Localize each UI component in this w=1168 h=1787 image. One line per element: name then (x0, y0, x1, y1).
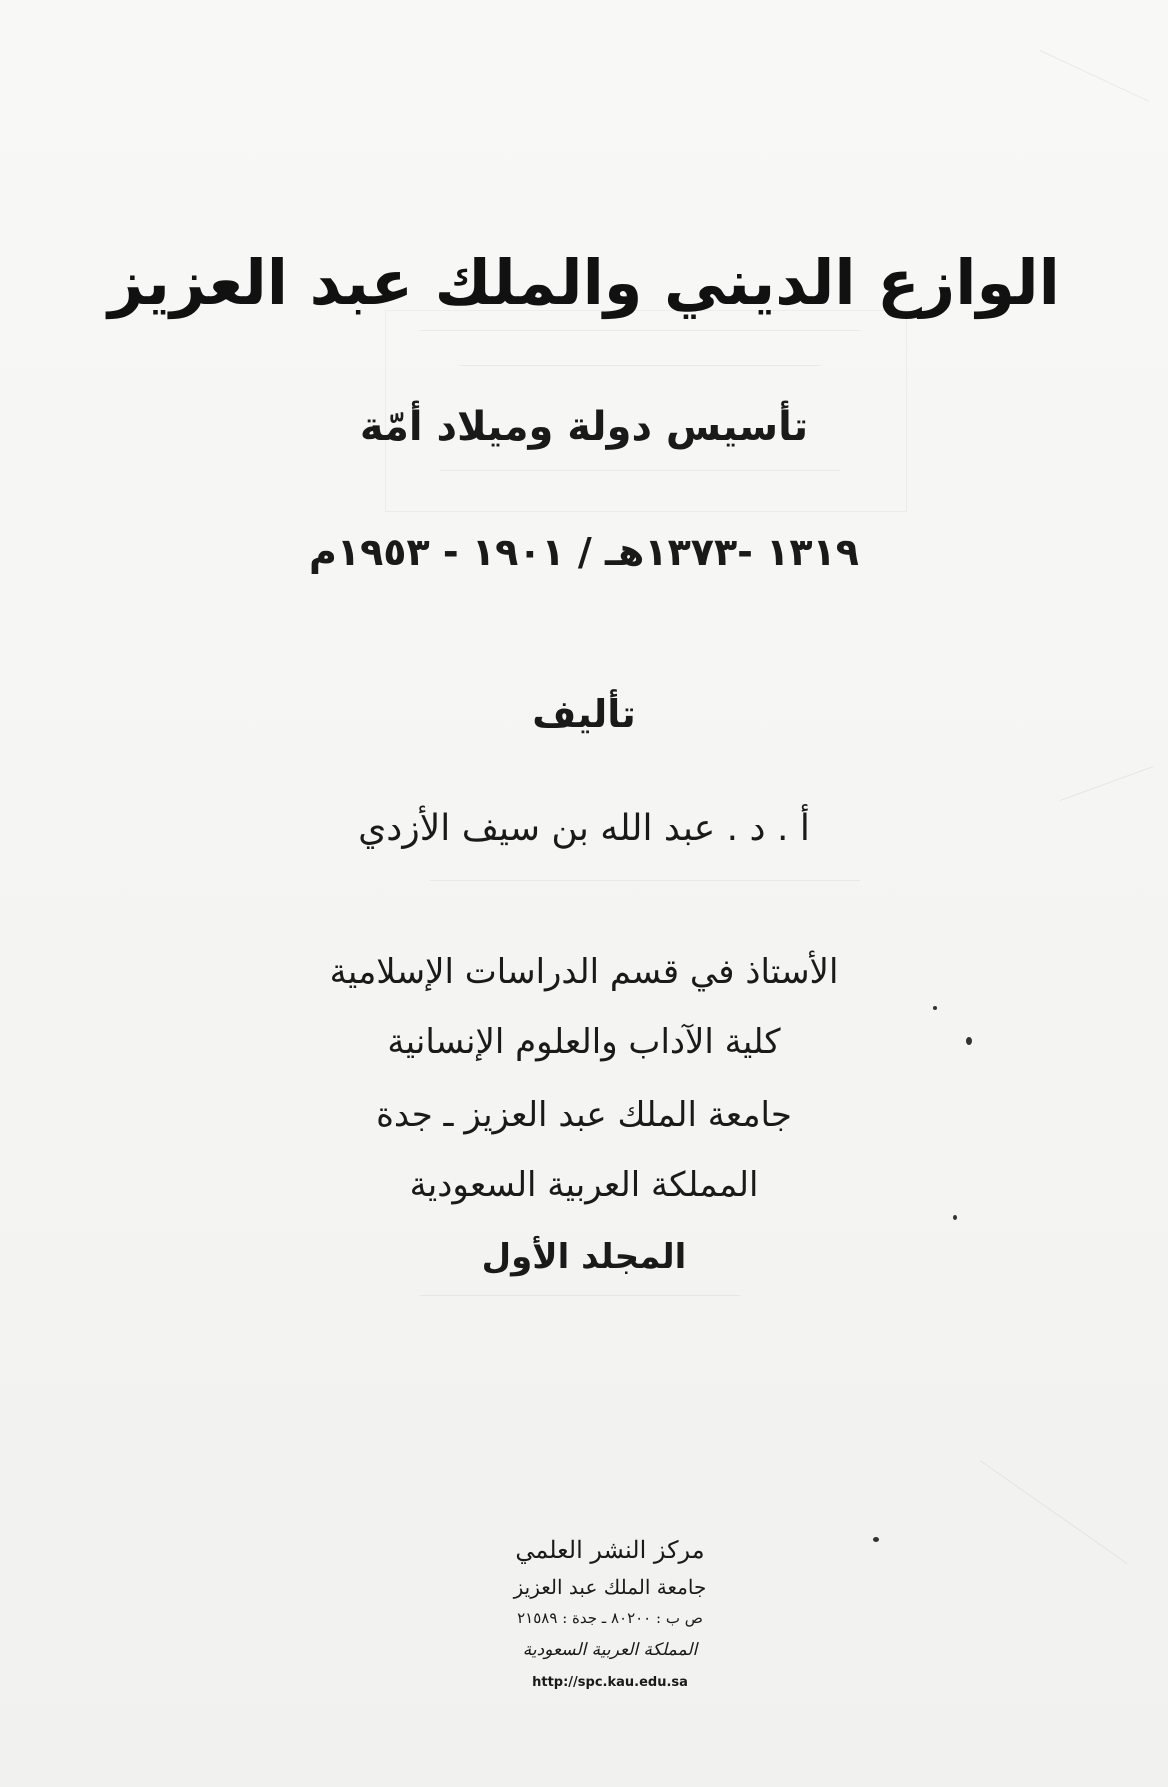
ink-speck (933, 1006, 937, 1010)
show-through-line (460, 365, 820, 366)
publisher-country: المملكة العربية السعودية (522, 1640, 698, 1660)
paper-crease (1040, 50, 1149, 102)
publisher-url: http://spc.kau.edu.sa (532, 1675, 688, 1690)
author-name: أ . د . عبد الله بن سيف الأزدي (358, 808, 810, 849)
show-through-line (440, 470, 840, 471)
date-range: ١٣١٩ -١٣٧٣هـ / ١٩٠١ - ١٩٥٣م (309, 530, 859, 574)
book-title: الوازع الديني والملك عبد العزيز (108, 246, 1060, 319)
publisher-po-box: ص ب : ٨٠٢٠٠ ـ جدة : ٢١٥٨٩ (517, 1609, 703, 1627)
show-through-line (430, 880, 860, 881)
ink-speck (873, 1537, 879, 1542)
ink-speck (953, 1215, 957, 1220)
author-university: جامعة الملك عبد العزيز ـ جدة (376, 1095, 792, 1135)
book-subtitle: تأسيس دولة وميلاد أمّة (359, 404, 809, 450)
publisher-name: مركز النشر العلمي (515, 1536, 705, 1564)
author-country: المملكة العربية السعودية (409, 1165, 759, 1205)
author-position: الأستاذ في قسم الدراسات الإسلامية (329, 952, 839, 992)
publisher-university: جامعة الملك عبد العزيز (513, 1575, 707, 1599)
show-through-line (420, 1295, 740, 1296)
volume-label: المجلد الأول (481, 1237, 687, 1277)
paper-crease (980, 1460, 1128, 1564)
authored-by-label: تأليف (532, 692, 636, 736)
paper-crease (1060, 766, 1154, 801)
author-college: كلية الآداب والعلوم الإنسانية (387, 1022, 781, 1062)
show-through-line (420, 330, 860, 331)
